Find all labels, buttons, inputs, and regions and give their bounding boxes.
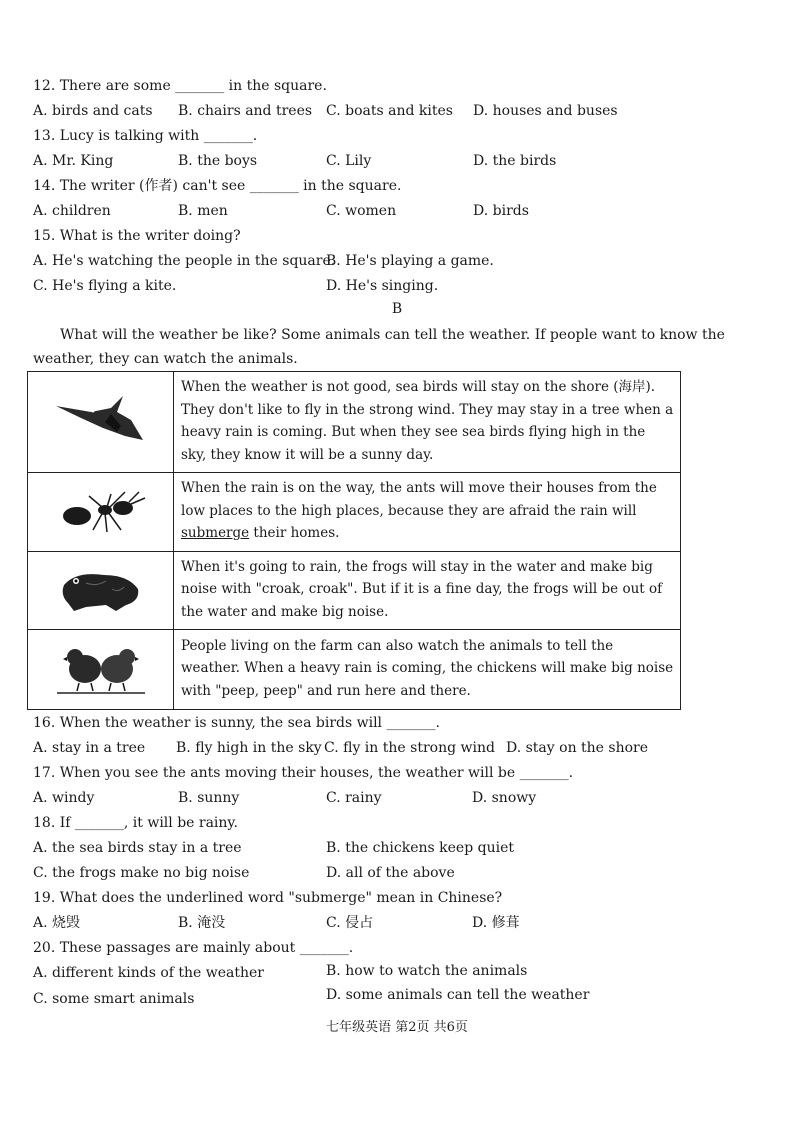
option: C. women	[326, 203, 397, 219]
option: A. different kinds of the weather	[33, 965, 264, 981]
option: D. He's singing.	[326, 278, 439, 294]
table-row	[28, 630, 681, 710]
option: B. men	[178, 203, 228, 219]
section-intro: What will the weather be like? Some animals can tell the weather. If people want to know the weather, they can watch the animals.	[33, 327, 725, 367]
row-text: People living on the farm can also watch the animals to tell the weather. When a heavy rain is coming, the chickens will make big noise with "peep, peep" and run here and there.	[174, 630, 681, 710]
option: C. rainy	[326, 790, 382, 806]
question-stem: 17. When you see the ants moving their houses, the weather will be _______.	[33, 765, 574, 781]
option: C. fly in the strong wind	[324, 740, 495, 756]
row-text	[174, 473, 681, 552]
question-stem: 19. What does the underlined word "submerge" mean in Chinese?	[33, 890, 503, 906]
sea-bird-icon	[51, 392, 151, 452]
option: B. how to watch the animals	[326, 963, 528, 979]
option: D. birds	[473, 203, 529, 219]
row-text-after: their homes.	[249, 525, 340, 541]
option: B. the boys	[178, 153, 258, 169]
option: A. He's watching the people in the square.	[33, 253, 336, 269]
option: A. the sea birds stay in a tree	[33, 840, 242, 856]
option: B. the chickens keep quiet	[326, 840, 514, 856]
option: C. He's flying a kite.	[33, 278, 177, 294]
row-text-before: When the rain is on the way, the ants will move their houses from the low places to the high places, because they are afraid the rain will	[181, 480, 657, 519]
question-stem: 14. The writer (作者) can't see _______ in the square.	[33, 178, 402, 194]
chicken-image	[28, 630, 174, 710]
question-stem: 13. Lucy is talking with _______.	[33, 128, 258, 144]
option: B. 淹没	[178, 915, 226, 931]
option: A. children	[33, 203, 111, 219]
underlined-word: submerge	[181, 525, 250, 541]
row-text: When the weather is not good, sea birds will stay on the shore (海岸). They don't like to fly in the strong wind. They may stay in a tree when a heavy rain is coming. But when they see sea birds flying high in the sky, they know it will be a sunny day.	[174, 372, 681, 473]
table-row	[28, 473, 681, 552]
question-stem: 16. When the weather is sunny, the sea birds will _______.	[33, 715, 440, 731]
ant-image	[28, 473, 174, 552]
question-stem: 15. What is the writer doing?	[33, 228, 241, 244]
option: A. stay in a tree	[33, 740, 146, 756]
option: C. Lily	[326, 153, 372, 169]
chicken-icon	[51, 641, 151, 699]
option: D. all of the above	[326, 865, 455, 881]
option: A. birds and cats	[33, 103, 153, 119]
option: C. 侵占	[326, 915, 374, 931]
section-label: B	[391, 301, 403, 317]
option: D. some animals can tell the weather	[326, 987, 590, 1003]
option: D. snowy	[472, 790, 537, 806]
option: D. the birds	[473, 153, 557, 169]
row-text: When it's going to rain, the frogs will stay in the water and make big noise with "croak, croak". But if it is a fine day, the frogs will be out of the water and make big noise.	[174, 551, 681, 630]
table-row	[28, 551, 681, 630]
option: B. He's playing a game.	[326, 253, 494, 269]
option: C. boats and kites	[326, 103, 453, 119]
option: A. windy	[33, 790, 95, 806]
table-row	[28, 372, 681, 473]
option: C. some smart animals	[33, 991, 195, 1007]
option: B. chairs and trees	[178, 103, 313, 119]
page-footer: 七年级英语 第2页 共6页	[326, 1020, 468, 1035]
option: B. fly high in the sky	[176, 740, 322, 756]
option: D. stay on the shore	[506, 740, 649, 756]
animal-weather-table	[27, 371, 681, 710]
frog-image	[28, 551, 174, 630]
option: D. houses and buses	[473, 103, 618, 119]
question-stem: 20. These passages are mainly about _______.	[33, 940, 354, 956]
option: D. 修葺	[472, 915, 520, 931]
option: C. the frogs make no big noise	[33, 865, 250, 881]
option: B. sunny	[178, 790, 240, 806]
question-stem: 12. There are some _______ in the square.	[33, 78, 327, 94]
ant-icon	[53, 486, 149, 538]
sea-bird-image	[28, 372, 174, 473]
frog-icon	[56, 565, 146, 615]
option: A. Mr. King	[33, 153, 114, 169]
option: A. 烧毁	[33, 915, 81, 931]
question-stem: 18. If _______, it will be rainy.	[33, 815, 238, 831]
